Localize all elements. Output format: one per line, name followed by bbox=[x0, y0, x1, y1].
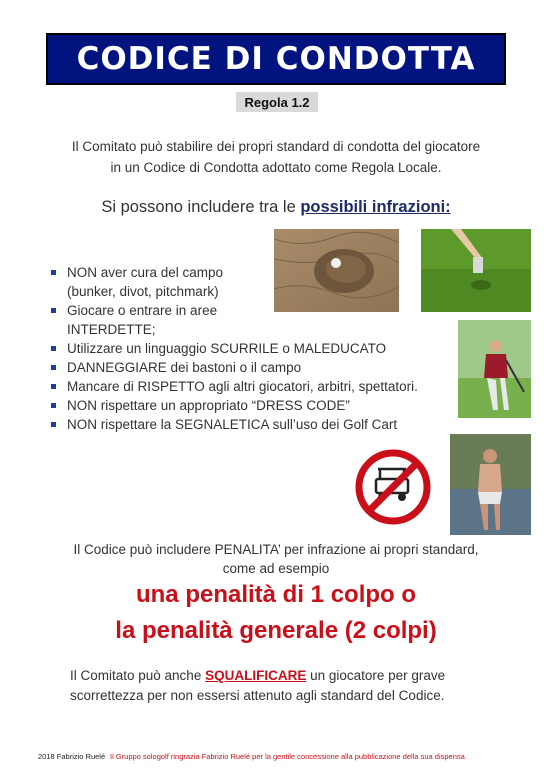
list-item: NON aver cura del campo (bunker, divot, pitchmark) bbox=[48, 263, 468, 301]
list-item: DANNEGGIARE dei bastoni o il campo bbox=[48, 358, 468, 377]
disqualification-line-1: Il Comitato può anche SQUALIFICARE un giocatore per grave bbox=[70, 668, 446, 683]
penalty-general: la penalità generale (2 colpi) bbox=[115, 617, 437, 644]
disqualify-emphasis: SQUALIFICARE bbox=[205, 668, 307, 683]
rule-label: Regola 1.2 bbox=[236, 92, 318, 112]
page-title: CODICE DI CONDOTTA bbox=[76, 41, 476, 77]
disqualification-line-2: scorrettezza per non essersi attenuto agli standard del Codice. bbox=[70, 688, 445, 703]
no-golf-cart-sign bbox=[354, 449, 432, 525]
angry-golfer-photo bbox=[458, 320, 531, 418]
intro-line-2: in un Codice di Condotta adottato come Regola Locale. bbox=[110, 160, 442, 175]
pitchmark-repair-photo bbox=[421, 229, 531, 312]
list-item: Mancare di RISPETTO agli altri giocatori, arbitri, spettatori. bbox=[48, 377, 468, 396]
list-item: Giocare o entrare in aree INTERDETTE; bbox=[48, 301, 468, 339]
infractions-list bbox=[48, 263, 468, 434]
list-item: NON rispettare un appropriato “DRESS CODE” bbox=[48, 396, 468, 415]
footer-thanks: Il Gruppo sologolf ringrazia Fabrizio Ruelé per la gentile concessione alla pubblicazione della sua dispensa bbox=[110, 752, 465, 761]
intro-text bbox=[40, 136, 512, 178]
shirtless-golfer-photo bbox=[450, 434, 531, 535]
footer-author: 2018 Fabrizio Ruelé bbox=[38, 752, 106, 761]
penalty-intro-line-2: come ad esempio bbox=[222, 561, 330, 576]
intro-line-1: Il Comitato può stabilire dei propri standard di condotta del giocatore bbox=[71, 139, 481, 154]
penalty-intro bbox=[40, 540, 512, 578]
infractions-heading bbox=[40, 198, 512, 217]
infractions-heading-emphasis: possibili infrazioni: bbox=[300, 198, 451, 216]
disqualification-text bbox=[70, 666, 510, 706]
penalty-one-stroke: una penalità di 1 colpo o bbox=[135, 581, 417, 608]
penalty-intro-line-1: Il Codice può includere PENALITA’ per infrazione ai propri standard, bbox=[73, 542, 479, 557]
infractions-heading-prefix: Si possono includere tra le bbox=[101, 198, 301, 216]
bunker-footprint-photo bbox=[274, 229, 399, 312]
list-item: Utilizzare un linguaggio SCURRILE o MALEDUCATO bbox=[48, 339, 468, 358]
title-banner bbox=[46, 33, 506, 85]
list-item: NON rispettare la SEGNALETICA sull’uso dei Golf Cart bbox=[48, 415, 468, 434]
